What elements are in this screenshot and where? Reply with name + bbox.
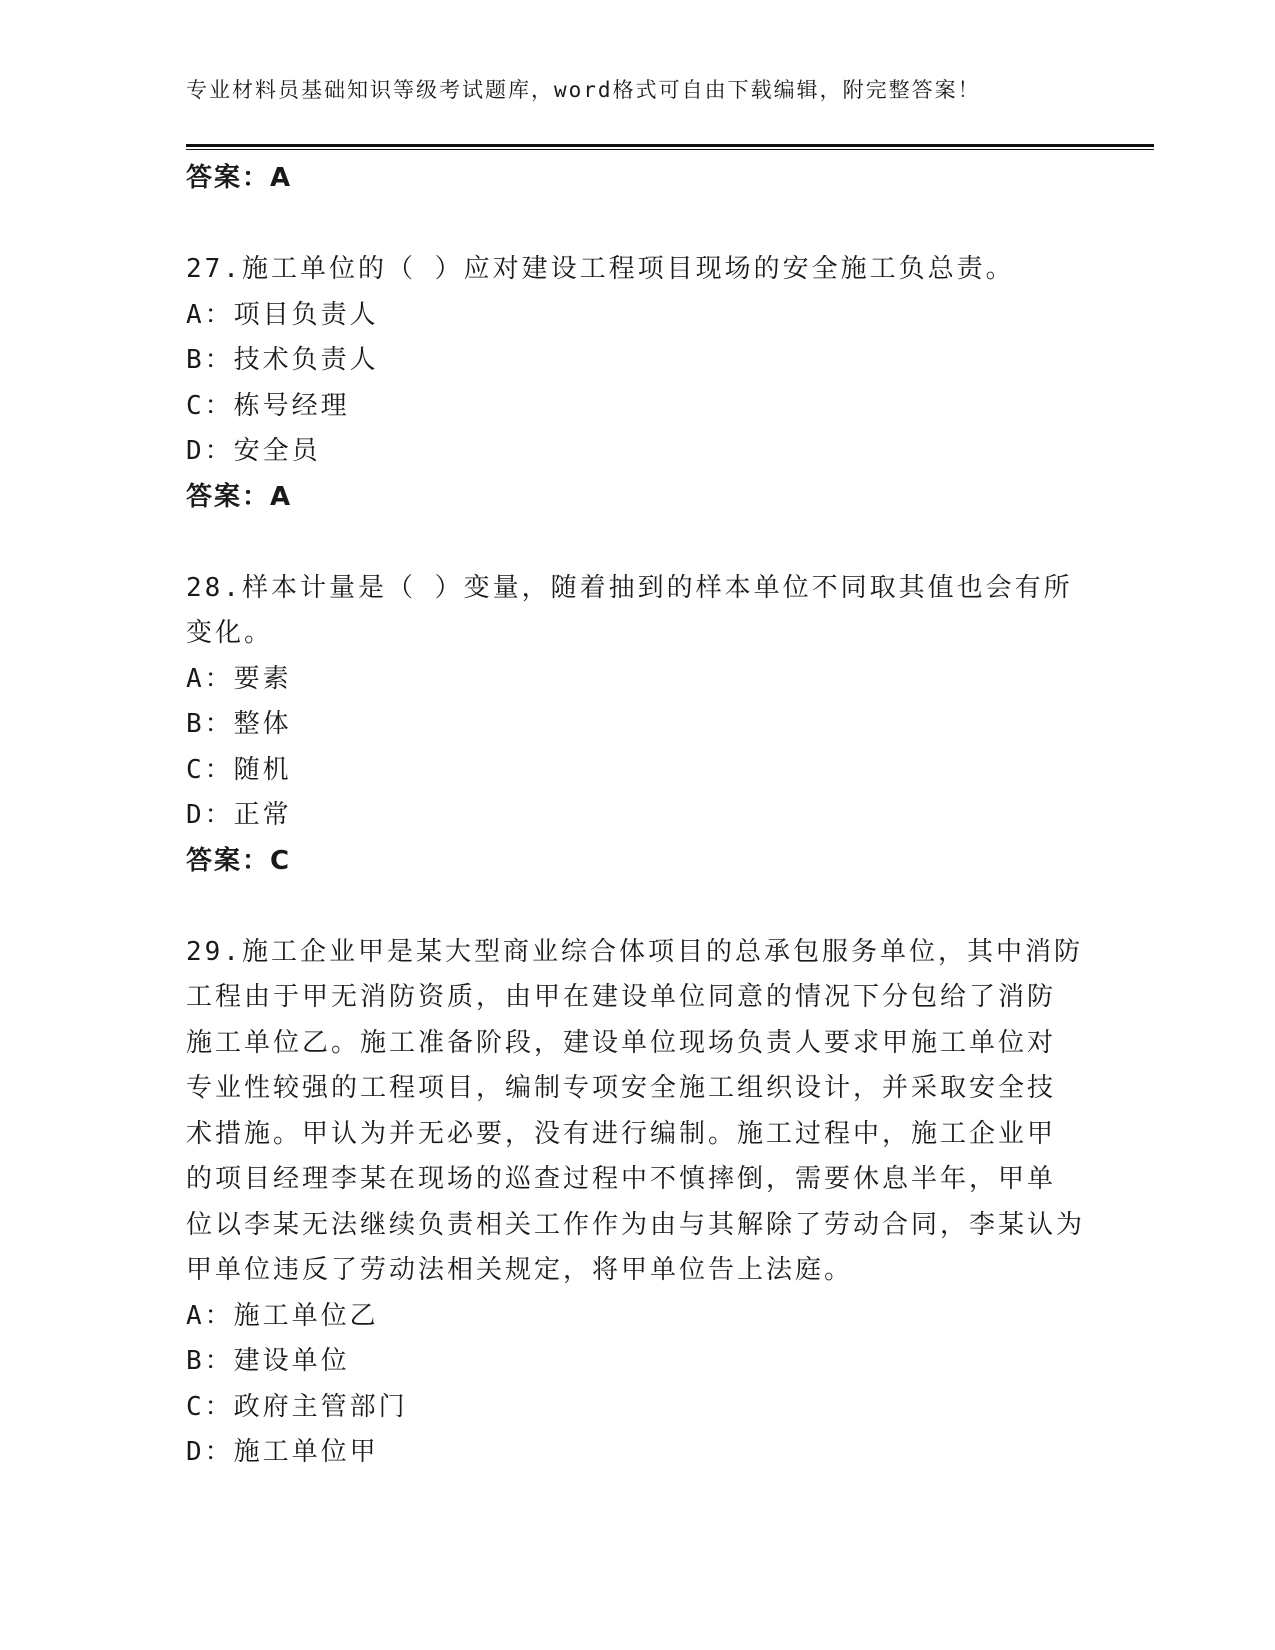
question-stem-continued: 施工单位乙。施工准备阶段，建设单位现场负责人要求甲施工单位对 (186, 1027, 1057, 1058)
header-divider (186, 144, 1154, 150)
header-text: 专业材料员基础知识等级考试题库，word格式可自由下载编辑，附完整答案！ (186, 78, 981, 102)
question-stem-continued: 位以李某无法继续负责相关工作作为由与其解除了劳动合同，李某认为 (186, 1209, 1086, 1240)
question-stem: 27.施工单位的（ ）应对建设工程项目现场的安全施工负总责。 (186, 254, 1015, 284)
option-d: D：施工单位甲 (186, 1437, 379, 1467)
question-28 (186, 566, 1086, 885)
answer: 答案：C (186, 845, 292, 876)
option-b: B：技术负责人 (186, 345, 379, 375)
option-c: C：栋号经理 (186, 390, 350, 421)
question-stem-continued: 专业性较强的工程项目，编制专项安全施工组织设计，并采取安全技 (186, 1073, 1057, 1103)
spacer (186, 884, 1086, 930)
option-d: D：正常 (186, 800, 292, 830)
option-d: D：安全员 (186, 436, 321, 466)
option-c: C：随机 (186, 754, 292, 785)
question-stem-continued: 术措施。甲认为并无必要，没有进行编制。施工过程中，施工企业甲 (186, 1118, 1057, 1149)
document-body (186, 156, 1086, 1476)
question-stem-continued: 变化。 (186, 618, 274, 648)
question-stem-continued: 的项目经理李某在现场的巡查过程中不慎摔倒，需要休息半年，甲单 (186, 1164, 1057, 1194)
option-b: B：整体 (186, 709, 292, 739)
option-b: B：建设单位 (186, 1346, 350, 1376)
question-27 (186, 247, 1086, 520)
question-stem: 29.施工企业甲是某大型商业综合体项目的总承包服务单位，其中消防 (186, 936, 1083, 967)
spacer (186, 520, 1086, 566)
option-a: A：项目负责人 (186, 299, 379, 330)
question-stem-continued: 甲单位违反了劳动法相关规定，将甲单位告上法庭。 (186, 1255, 854, 1285)
spacer (186, 202, 1086, 248)
option-a: A：要素 (186, 663, 292, 694)
answer: 答案：A (186, 481, 293, 512)
option-a: A：施工单位乙 (186, 1300, 379, 1331)
option-c: C：政府主管部门 (186, 1391, 408, 1422)
question-stem: 28.样本计量是（ ）变量，随着抽到的样本单位不同取其值也会有所 (186, 572, 1073, 603)
previous-answer: 答案：A (186, 163, 293, 193)
question-29 (186, 930, 1086, 1476)
question-stem-continued: 工程由于甲无消防资质，由甲在建设单位同意的情况下分包给了消防 (186, 982, 1057, 1012)
